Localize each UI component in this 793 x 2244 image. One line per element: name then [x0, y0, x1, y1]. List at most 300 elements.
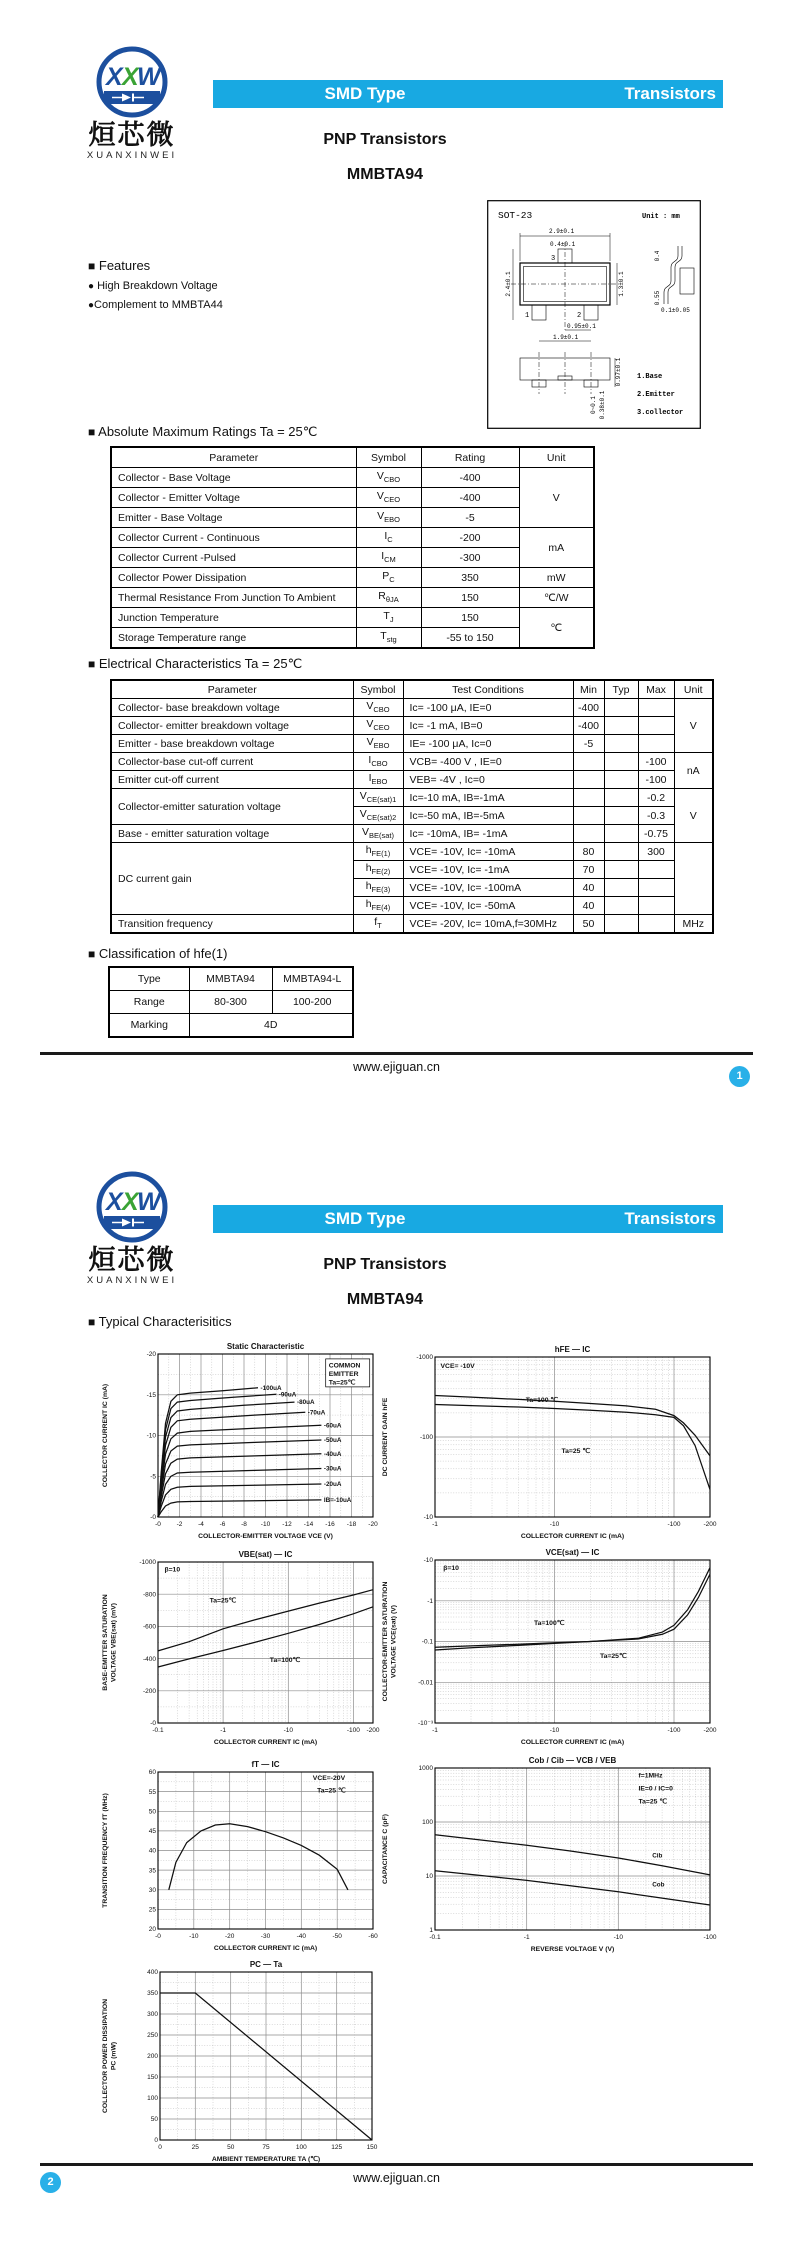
- table-cell: Ic=-50 mA, IB=-5mA: [403, 807, 573, 825]
- table-row: [111, 608, 594, 628]
- svg-text:X: X: [106, 63, 123, 91]
- page-number-badge: 1: [729, 1066, 750, 1087]
- svg-text:-5: -5: [150, 1473, 156, 1481]
- table-cell: [638, 879, 674, 897]
- table-cell: Junction Temperature: [111, 608, 356, 628]
- table-cell: $h_{FE(3)}$: [353, 879, 403, 897]
- dim-lead-thickness: 0.1±0.05: [661, 307, 690, 314]
- table-cell: [573, 753, 604, 771]
- svg-text:VCE= -10V: VCE= -10V: [440, 1363, 475, 1371]
- svg-text:-1: -1: [220, 1727, 226, 1734]
- svg-text:-50uA: -50uA: [323, 1437, 342, 1444]
- table-cell: 100-200: [272, 991, 353, 1014]
- table-cell: Emitter - base breakdown voltage: [111, 735, 353, 753]
- dim-standoff: 0~0.1: [590, 395, 597, 415]
- electrical-characteristics-table: [110, 679, 714, 934]
- table-cell: Collector- base breakdown voltage: [111, 699, 353, 717]
- table-cell: -5: [421, 508, 519, 528]
- svg-text:Ta=25 ℃: Ta=25 ℃: [317, 1787, 346, 1795]
- table-cell: Storage Temperature range: [111, 628, 356, 649]
- svg-text:W: W: [137, 1188, 161, 1216]
- svg-text:-1000: -1000: [416, 1354, 433, 1362]
- pin3-number: 3: [551, 255, 556, 263]
- svg-text:Ta=100 ℃: Ta=100 ℃: [525, 1396, 559, 1404]
- svg-text:-70uA: -70uA: [307, 1409, 326, 1417]
- pin1-number: 1: [525, 312, 530, 320]
- chart-svg: [100, 1338, 400, 1548]
- dim-foot-length: 0.38±0.1: [599, 390, 606, 420]
- table-cell: Ic= -10mA, IB= -1mA: [403, 825, 573, 843]
- table-cell: 80: [573, 843, 604, 861]
- square-bullet-icon: ■: [88, 947, 96, 961]
- chart-vbe-saturation: [100, 1546, 400, 1758]
- svg-text:-100: -100: [346, 1727, 360, 1734]
- svg-text:-18: -18: [346, 1521, 357, 1528]
- column-header: Rating: [421, 447, 519, 468]
- table-cell: $V_{EBO}$: [356, 508, 421, 528]
- table-row: [111, 915, 713, 934]
- table-cell: [674, 843, 713, 915]
- table-cell: ℃: [519, 608, 594, 649]
- table-cell: mA: [519, 528, 594, 568]
- table-cell: [604, 807, 638, 825]
- table-cell: $T_{stg}$: [356, 628, 421, 649]
- column-header: Test Conditions: [403, 680, 573, 699]
- table-row: [111, 825, 713, 843]
- table-cell: [604, 879, 638, 897]
- table-cell: $I_{CBO}$: [353, 753, 403, 771]
- table-row: [109, 967, 353, 991]
- footer-rule: [40, 1052, 753, 1055]
- banner-smd-type-label: SMD Type: [324, 1209, 406, 1228]
- svg-text:COLLECTOR POWER DISSIPATION: COLLECTOR POWER DISSIPATION: [102, 1998, 109, 2114]
- brand-chinese-name: 烜芯微: [88, 1245, 176, 1275]
- svg-text:-20: -20: [368, 1521, 378, 1528]
- svg-text:-100: -100: [667, 1727, 681, 1734]
- banner: [213, 80, 723, 108]
- table-cell: ℃/W: [519, 588, 594, 608]
- svg-text:-200: -200: [703, 1521, 717, 1528]
- square-bullet-icon: ■: [88, 1315, 96, 1329]
- brand-english-name: XUANXINWEI: [86, 1275, 178, 1286]
- column-header: Parameter: [111, 680, 353, 699]
- svg-text:VOLTAGE VCE(sat) (V): VOLTAGE VCE(sat) (V): [390, 1604, 398, 1679]
- svg-text:-10: -10: [189, 1933, 199, 1940]
- table-cell: [604, 735, 638, 753]
- table-header-row: [111, 680, 713, 699]
- svg-text:100: 100: [422, 1819, 433, 1827]
- table-cell: Collector Power Dissipation: [111, 568, 356, 588]
- table-cell: [638, 897, 674, 915]
- svg-text:-12: -12: [282, 1521, 292, 1528]
- dot-bullet-icon: ●: [88, 281, 95, 292]
- table-cell: Marking: [109, 1014, 189, 1038]
- table-cell: -0.2: [638, 789, 674, 807]
- svg-text:-200: -200: [703, 1727, 717, 1734]
- svg-text:-800: -800: [142, 1591, 156, 1599]
- brand-logo-mark-icon: [82, 44, 182, 120]
- svg-text:300: 300: [147, 2011, 158, 2019]
- svg-text:f=1MHz: f=1MHz: [638, 1772, 663, 1780]
- table-cell: Transition frequency: [111, 915, 353, 934]
- svg-text:350: 350: [147, 1990, 158, 1998]
- svg-text:VCE=-20V: VCE=-20V: [312, 1774, 346, 1782]
- svg-text:-400: -400: [142, 1655, 156, 1663]
- svg-text:-10: -10: [260, 1521, 271, 1528]
- svg-text:-40uA: -40uA: [323, 1450, 342, 1458]
- svg-text:-0.01: -0.01: [418, 1679, 433, 1687]
- table-cell: V: [519, 468, 594, 528]
- table-cell: $I_C$: [356, 528, 421, 548]
- svg-text:-30: -30: [260, 1933, 271, 1940]
- table-cell: MMBTA94: [189, 967, 272, 991]
- svg-text:1000: 1000: [418, 1765, 433, 1773]
- svg-text:Cob: Cob: [652, 1881, 665, 1889]
- svg-text:-90uA: -90uA: [278, 1391, 297, 1399]
- svg-text:IB=-10uA: IB=-10uA: [323, 1496, 352, 1504]
- svg-text:-1: -1: [523, 1934, 530, 1941]
- svg-text:Ta=25 ℃: Ta=25 ℃: [561, 1448, 590, 1455]
- table-cell: Thermal Resistance From Junction To Ambient: [111, 588, 356, 608]
- svg-text:-30uA: -30uA: [323, 1465, 342, 1473]
- pin-legend-collector: 3.collector: [637, 409, 684, 417]
- svg-text:400: 400: [147, 1969, 158, 1977]
- table-cell: $V_{CEO}$: [356, 488, 421, 508]
- svg-text:COLLECTOR CURRENT IC (mA): COLLECTOR CURRENT IC (mA): [213, 1945, 318, 1952]
- svg-text:-14: -14: [303, 1521, 314, 1528]
- brand-logo: [58, 1169, 206, 1286]
- column-header: Min: [573, 680, 604, 699]
- svg-text:-6: -6: [219, 1521, 226, 1528]
- column-header: Typ: [604, 680, 638, 699]
- table-cell: 150: [421, 588, 519, 608]
- table-cell: VEB= -4V , Ic=0: [403, 771, 573, 789]
- svg-text:200: 200: [147, 2053, 158, 2061]
- dim-body-width: 2.9±0.1: [549, 228, 575, 235]
- svg-text:150: 150: [147, 2074, 158, 2082]
- svg-text:50: 50: [148, 1808, 156, 1816]
- svg-text:CAPACITANCE C (pF): CAPACITANCE C (pF): [382, 1814, 389, 1884]
- table-cell: V: [674, 789, 713, 843]
- svg-text:fT — IC: fT — IC: [251, 1760, 280, 1769]
- svg-text:W: W: [137, 63, 161, 91]
- svg-text:COLLECTOR-EMITTER VOLTAGE VC: COLLECTOR-EMITTER VOLTAGE VCE (V): [198, 1533, 333, 1540]
- table-cell: [573, 789, 604, 807]
- table-row: [111, 588, 594, 608]
- chart-static-characteristic: [100, 1338, 400, 1548]
- svg-text:25: 25: [148, 1906, 156, 1914]
- svg-text:75: 75: [262, 2144, 270, 2151]
- table-cell: -55 to 150: [421, 628, 519, 649]
- table-row: [111, 717, 713, 735]
- svg-text:25: 25: [191, 2144, 199, 2151]
- svg-text:-10: -10: [613, 1934, 624, 1941]
- table-cell: -5: [573, 735, 604, 753]
- svg-text:150: 150: [366, 2144, 378, 2151]
- table-row: [111, 843, 713, 861]
- table-cell: $h_{FE(1)}$: [353, 843, 403, 861]
- svg-text:40: 40: [148, 1847, 156, 1855]
- svg-text:30: 30: [148, 1887, 156, 1894]
- svg-text:-8: -8: [241, 1521, 247, 1528]
- table-cell: [573, 807, 604, 825]
- table-cell: V: [674, 699, 713, 753]
- table-cell: $I_{CM}$: [356, 548, 421, 568]
- table-cell: Collector - Emitter Voltage: [111, 488, 356, 508]
- table-cell: Collector - Base Voltage: [111, 468, 356, 488]
- svg-text:-200: -200: [366, 1727, 380, 1734]
- svg-text:-0: -0: [155, 1933, 161, 1940]
- table-cell: Range: [109, 991, 189, 1014]
- chart-capacitance: [380, 1752, 720, 1957]
- svg-text:-1: -1: [432, 1727, 438, 1734]
- svg-text:REVERSE VOLTAGE V (V): REVERSE VOLTAGE V (V): [530, 1946, 615, 1953]
- svg-text:-60uA: -60uA: [323, 1422, 342, 1430]
- product-title: PNP Transistors: [323, 131, 447, 148]
- table-cell: Collector-base cut-off current: [111, 753, 353, 771]
- svg-text:Ta=100℃: Ta=100℃: [534, 1620, 565, 1628]
- table-row: [111, 789, 713, 807]
- table-cell: Ic= -1 mA, IB=0: [403, 717, 573, 735]
- table-cell: VCE= -10V, Ic= -1mA: [403, 861, 573, 879]
- classification-heading: ■ Classification of hfe(1): [88, 946, 228, 961]
- svg-text:125: 125: [331, 2144, 343, 2151]
- chart-svg: [380, 1546, 720, 1758]
- elec-heading: ■ Electrical Characteristics Ta = 25℃: [88, 656, 303, 671]
- table-cell: $f_T$: [353, 915, 403, 934]
- table-cell: Base - emitter saturation voltage: [111, 825, 353, 843]
- table-row: [111, 771, 713, 789]
- table-cell: DC current gain: [111, 843, 353, 915]
- features-section: [88, 258, 223, 311]
- table-cell: [604, 897, 638, 915]
- table-cell: [604, 699, 638, 717]
- svg-text:-4: -4: [198, 1521, 204, 1528]
- table-cell: [604, 789, 638, 807]
- svg-text:-100: -100: [703, 1934, 717, 1941]
- dim-pin3-width: 0.4±0.1: [550, 241, 576, 248]
- svg-text:COLLECTOR CURRENT IC (mA): COLLECTOR CURRENT IC (mA): [520, 1739, 625, 1746]
- table-cell: 80-300: [189, 991, 272, 1014]
- table-cell: $h_{FE(4)}$: [353, 897, 403, 915]
- table-cell: 40: [573, 879, 604, 897]
- svg-text:-100: -100: [667, 1521, 681, 1528]
- dot-bullet-icon: ●: [88, 300, 95, 311]
- svg-text:VCE(sat) — IC: VCE(sat) — IC: [545, 1548, 600, 1557]
- svg-text:COLLECTOR CURRENT IC (mA): COLLECTOR CURRENT IC (mA): [213, 1739, 318, 1746]
- svg-text:-20: -20: [146, 1351, 156, 1359]
- package-unit-label: Unit : mm: [642, 213, 680, 221]
- table-cell: [638, 735, 674, 753]
- table-cell: Ic= -100 μA, IE=0: [403, 699, 573, 717]
- svg-text:-10: -10: [423, 1557, 433, 1565]
- svg-text:55: 55: [148, 1788, 156, 1796]
- square-bullet-icon: ■: [88, 657, 96, 671]
- table-cell: -100: [638, 753, 674, 771]
- svg-text:EMITTER: EMITTER: [328, 1370, 359, 1378]
- table-cell: VCE= -20V, Ic= 10mA,f=30MHz: [403, 915, 573, 934]
- table-cell: [604, 915, 638, 934]
- column-header: Parameter: [111, 447, 356, 468]
- svg-text:DC CURRENT GAIN hFE: DC CURRENT GAIN hFE: [382, 1397, 389, 1477]
- table-row: [111, 699, 713, 717]
- svg-text:0: 0: [154, 2137, 158, 2145]
- footer-rule: [40, 2163, 753, 2166]
- svg-text:Ta=25 ℃: Ta=25 ℃: [638, 1798, 667, 1806]
- svg-text:-80uA: -80uA: [297, 1399, 315, 1407]
- table-cell: 350: [421, 568, 519, 588]
- svg-text:250: 250: [147, 2032, 158, 2040]
- chart-power-dissipation: [100, 1948, 400, 2163]
- svg-text:-200: -200: [142, 1688, 156, 1695]
- svg-text:-600: -600: [142, 1623, 156, 1631]
- table-cell: [638, 915, 674, 934]
- table-cell: -0.3: [638, 807, 674, 825]
- table-row: [111, 735, 713, 753]
- svg-text:10: 10: [425, 1873, 433, 1881]
- svg-text:TRANSITION FREQUENCY fT (M: TRANSITION FREQUENCY fT (MHz): [102, 1793, 109, 1908]
- svg-text:-10: -10: [549, 1727, 560, 1734]
- svg-text:AMBIENT TEMPERATURE TA (℃): AMBIENT TEMPERATURE TA (℃): [211, 2156, 321, 2163]
- dim-package-height: 0.97±0.1: [615, 357, 622, 387]
- chart-svg: [380, 1338, 720, 1548]
- svg-text:-50: -50: [332, 1933, 342, 1940]
- table-cell: [638, 699, 674, 717]
- svg-text:-10: -10: [423, 1514, 433, 1522]
- banner-transistors-label: Transistors: [624, 1209, 716, 1228]
- table-cell: $V_{EBO}$: [353, 735, 403, 753]
- absolute-maximum-ratings-table: [110, 446, 595, 649]
- svg-text:35: 35: [148, 1867, 156, 1875]
- column-header: Symbol: [353, 680, 403, 699]
- table-cell: Collector-emitter saturation voltage: [111, 789, 353, 825]
- svg-text:-0: -0: [150, 1720, 156, 1728]
- table-row: [111, 753, 713, 771]
- svg-text:PC — Ta: PC — Ta: [249, 1960, 283, 1969]
- svg-text:hFE — IC: hFE — IC: [554, 1345, 591, 1354]
- table-cell: $h_{FE(2)}$: [353, 861, 403, 879]
- svg-text:-0.1: -0.1: [421, 1638, 433, 1646]
- chart-svg: [100, 1948, 400, 2163]
- brand-logo: [58, 44, 206, 161]
- table-cell: Collector Current - Continuous: [111, 528, 356, 548]
- svg-text:COLLECTOR CURRENT IC (mA): COLLECTOR CURRENT IC (mA): [520, 1533, 625, 1540]
- brand-english-name: XUANXINWEI: [86, 150, 178, 161]
- svg-text:-0.1: -0.1: [152, 1727, 164, 1734]
- svg-text:-10: -10: [283, 1727, 294, 1734]
- table-cell: 300: [638, 843, 674, 861]
- footer-url: www.ejiguan.cn: [353, 2171, 440, 2185]
- table-cell: Collector Current -Pulsed: [111, 548, 356, 568]
- svg-text:VBE(sat) — IC: VBE(sat) — IC: [238, 1550, 293, 1559]
- table-cell: Ic=-10 mA, IB=-1mA: [403, 789, 573, 807]
- dim-pin-span: 1.9±0.1: [553, 334, 579, 341]
- table-cell: $V_{CBO}$: [353, 699, 403, 717]
- table-cell: $P_C$: [356, 568, 421, 588]
- dim-lead-top: 0.4: [654, 250, 661, 262]
- footer-url: www.ejiguan.cn: [353, 1060, 440, 1074]
- svg-text:45: 45: [148, 1828, 156, 1836]
- svg-text:100: 100: [295, 2144, 307, 2151]
- svg-text:Ta=25℃: Ta=25℃: [209, 1597, 237, 1605]
- table-cell: Collector- emitter breakdown voltage: [111, 717, 353, 735]
- svg-text:COLLECTOR-EMITTER SATURATION: COLLECTOR-EMITTER SATURATION: [382, 1581, 389, 1702]
- table-cell: [573, 825, 604, 843]
- package-name-label: SOT-23: [498, 210, 533, 221]
- table-cell: [638, 861, 674, 879]
- svg-text:Cob / Cib — VCB / VEB: Cob / Cib — VCB / VEB: [528, 1756, 617, 1765]
- svg-text:-0: -0: [155, 1521, 161, 1528]
- banner-smd-type-label: SMD Type: [324, 84, 406, 103]
- pin-legend-emitter: 2.Emitter: [637, 391, 675, 399]
- product-title: PNP Transistors: [323, 1256, 447, 1273]
- table-cell: Type: [109, 967, 189, 991]
- svg-text:-10: -10: [549, 1521, 560, 1528]
- table-cell: 50: [573, 915, 604, 934]
- svg-text:-0.1: -0.1: [429, 1934, 441, 1941]
- svg-text:-100: -100: [419, 1434, 433, 1442]
- svg-text:X: X: [122, 63, 139, 91]
- svg-text:Ta=25℃: Ta=25℃: [328, 1379, 356, 1387]
- svg-text:X: X: [106, 1188, 123, 1216]
- svg-text:-60: -60: [368, 1933, 378, 1940]
- table-cell: -400: [573, 699, 604, 717]
- table-cell: [604, 861, 638, 879]
- table-cell: $V_{CBO}$: [356, 468, 421, 488]
- feature-item: ● High Breakdown Voltage: [88, 280, 218, 292]
- square-bullet-icon: ■: [88, 259, 96, 273]
- table-cell: -400: [421, 488, 519, 508]
- table-row: [109, 991, 353, 1014]
- pin-legend-base: 1.Base: [637, 373, 663, 381]
- svg-text:β=10: β=10: [164, 1566, 181, 1574]
- dim-pin-pitch: 0.95±0.1: [567, 323, 596, 330]
- svg-text:50: 50: [227, 2144, 235, 2151]
- svg-text:X: X: [122, 1188, 139, 1216]
- column-header: Unit: [519, 447, 594, 468]
- pin2-number: 2: [577, 312, 582, 320]
- column-header: Unit: [674, 680, 713, 699]
- table-cell: -400: [573, 717, 604, 735]
- table-cell: $I_{EBO}$: [353, 771, 403, 789]
- table-cell: VCB= -400 V , IE=0: [403, 753, 573, 771]
- table-cell: Emitter cut-off current: [111, 771, 353, 789]
- part-number-title: MMBTA94: [346, 1291, 424, 1308]
- column-header: Symbol: [356, 447, 421, 468]
- table-cell: [573, 771, 604, 789]
- chart-svg: [380, 1752, 720, 1957]
- svg-text:-100uA: -100uA: [260, 1384, 282, 1392]
- table-cell: [604, 825, 638, 843]
- svg-text:β=10: β=10: [443, 1564, 459, 1572]
- svg-text:BASE-EMITTER SATURATION: BASE-EMITTER SATURATION: [102, 1594, 109, 1691]
- table-cell: -100: [638, 771, 674, 789]
- brand-logo-mark-icon: [82, 1169, 182, 1245]
- feature-item: ●Complement to MMBTA44: [88, 299, 223, 311]
- table-cell: $V_{BE(sat)}$: [353, 825, 403, 843]
- table-cell: -300: [421, 548, 519, 568]
- svg-text:-16: -16: [325, 1521, 335, 1528]
- svg-text:VOLTAGE VBE(sat) (mV): VOLTAGE VBE(sat) (mV): [110, 1602, 118, 1683]
- svg-text:-1: -1: [427, 1598, 433, 1605]
- svg-text:Static Characteristic: Static Characteristic: [226, 1342, 305, 1351]
- svg-text:COMMON: COMMON: [328, 1362, 361, 1370]
- table-cell: VCE= -10V, Ic= -10mA: [403, 843, 573, 861]
- svg-text:-10⁻³: -10⁻³: [418, 1720, 433, 1728]
- table-cell: [604, 771, 638, 789]
- table-cell: VCE= -10V, Ic= -100mA: [403, 879, 573, 897]
- svg-text:PC (mW): PC (mW): [110, 2041, 118, 2071]
